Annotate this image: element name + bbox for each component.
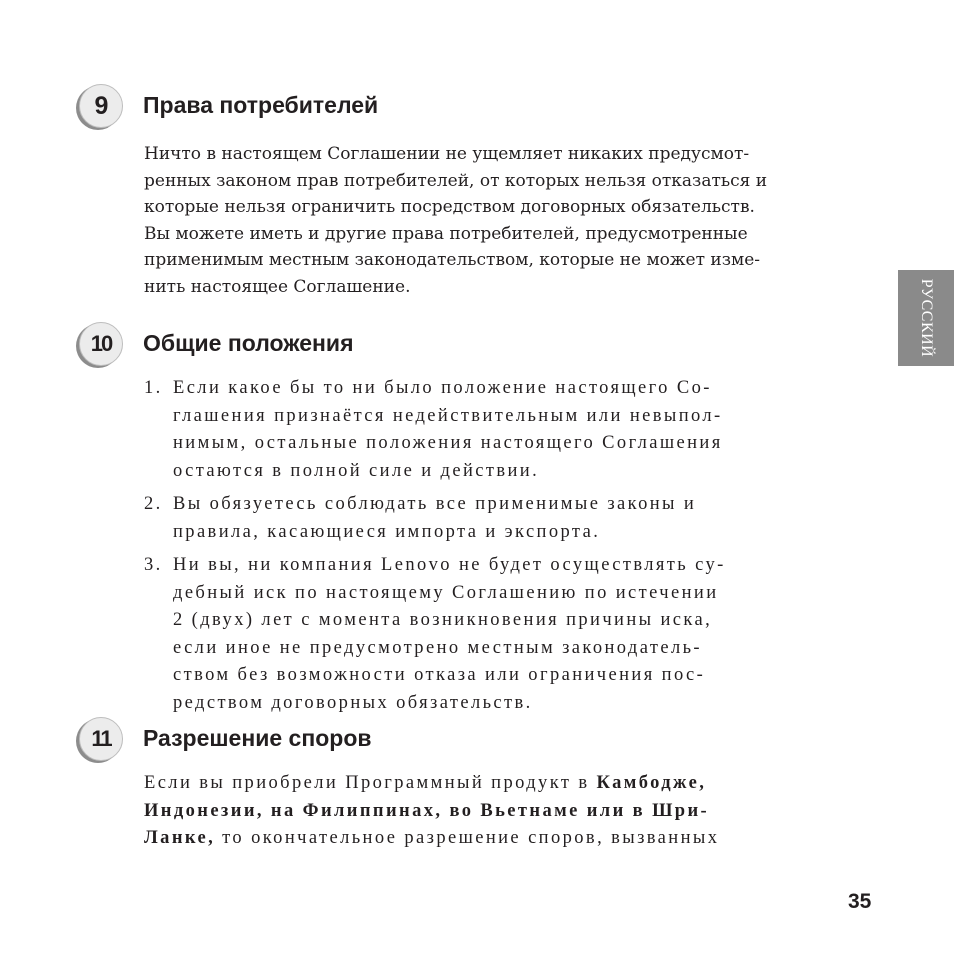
paragraph-line: Вы можете иметь и другие права потребителей, предусмотренные bbox=[144, 223, 748, 244]
list-item bbox=[144, 552, 726, 717]
normal-text: то окончательное разрешение споров, вызванных bbox=[215, 828, 720, 848]
paragraph-line: Ничто в настоящем Соглашении не ущемляет никаких предусмот- bbox=[144, 144, 750, 164]
section-title: Права потребителей bbox=[143, 92, 379, 118]
list-item-line: редством договорных обязательств. bbox=[173, 692, 533, 713]
section-9-paragraph bbox=[144, 141, 767, 301]
general-provisions-list bbox=[144, 375, 726, 723]
section-header-10 bbox=[79, 320, 354, 368]
list-item-number: 3. bbox=[144, 555, 163, 575]
paragraph-line: ренных законом прав потребителей, от которых нельзя отказаться и bbox=[144, 170, 768, 191]
list-item-line: глашения признаётся недействительным или невыпол- bbox=[173, 405, 723, 426]
paragraph-line bbox=[144, 770, 719, 798]
list-item-line: дебный иск по настоящему Соглашению по истечении bbox=[173, 582, 719, 603]
bold-text: Индонезии, на Филиппинах, во Вьетнаме или в Шри- bbox=[144, 800, 710, 821]
page-number: 35 bbox=[848, 890, 872, 913]
list-item-line: Ни вы, ни компания Lenovo не будет осуществлять су- bbox=[173, 555, 726, 575]
section-number-badge: 9 bbox=[79, 84, 123, 128]
normal-text: Если вы приобрели Программный продукт в bbox=[144, 773, 597, 793]
section-title: Общие положения bbox=[143, 330, 354, 356]
list-item bbox=[144, 375, 726, 485]
language-tab-label: РУССКИЙ bbox=[918, 278, 936, 358]
paragraph-line: которые нельзя ограничить посредством договорных обязательств. bbox=[144, 197, 755, 218]
section-header-9 bbox=[79, 82, 379, 130]
list-item-number: 2. bbox=[144, 494, 163, 514]
list-item-line: 2 (двух) лет с момента возникновения причины иска, bbox=[173, 610, 713, 630]
section-11-paragraph bbox=[144, 770, 719, 853]
list-item-line: остаются в полной силе и действии. bbox=[173, 460, 540, 481]
list-item-number: 1. bbox=[144, 378, 163, 398]
section-number-badge: 11 bbox=[79, 717, 123, 761]
list-item-line: правила, касающиеся импорта и экспорта. bbox=[173, 521, 601, 542]
bold-text: Ланке, bbox=[144, 828, 216, 848]
section-number-badge: 10 bbox=[79, 322, 123, 366]
language-tab bbox=[898, 270, 954, 366]
section-header-11 bbox=[79, 715, 372, 763]
section-title: Разрешение споров bbox=[143, 725, 372, 751]
paragraph-line: применимым местным законодательством, которые не может изме- bbox=[144, 250, 761, 271]
list-item-line: нимым, остальные положения настоящего Соглашения bbox=[173, 433, 723, 453]
paragraph-line bbox=[144, 825, 719, 853]
list-item bbox=[144, 491, 726, 546]
list-item-line: Если какое бы то ни было положение настоящего Со- bbox=[173, 378, 712, 398]
list-item-line: если иное не предусмотрено местным законодатель- bbox=[173, 637, 702, 658]
paragraph-line: нить настоящее Соглашение. bbox=[144, 276, 411, 297]
list-item-line: Вы обязуетесь соблюдать все применимые законы и bbox=[173, 494, 697, 514]
bold-text: Камбодже, bbox=[596, 773, 707, 793]
paragraph-line bbox=[144, 798, 719, 826]
list-item-line: ством без возможности отказа или ограничения пос- bbox=[173, 665, 706, 685]
